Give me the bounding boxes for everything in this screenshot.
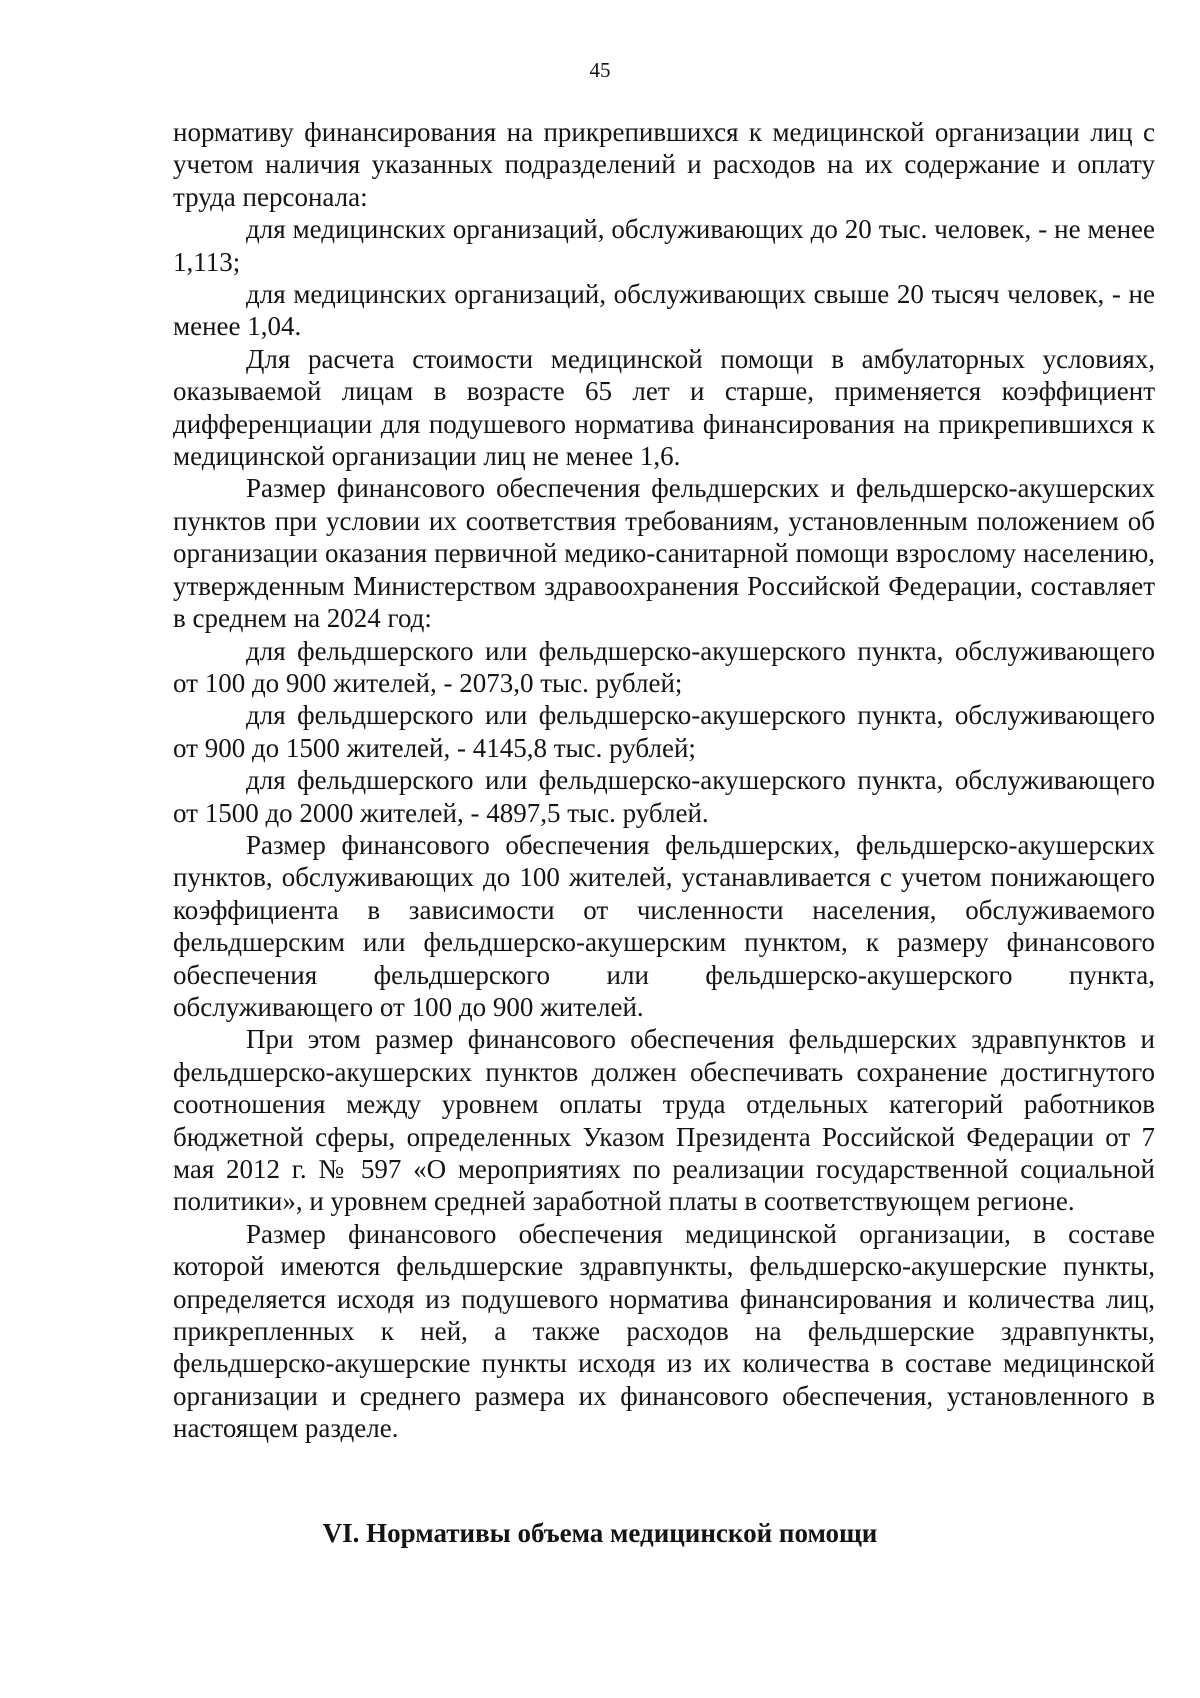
paragraph-salary-ratio: При этом размер финансового обеспечения фельдшерских здравпунктов и фельдшерско-акушерских пунктов должен обеспечивать сохранение достигнутого соотношения между уровнем оплаты труда отдельных категорий работников бюджетной сферы, определенных Указом Президента Российской Федерации от 7 мая 2012 г. № 597 «О мероприятиях по реализации государственной социальной политики», и уровнем средней заработной платы в соответствующем регионе.	[173, 1024, 1155, 1217]
paragraph-feldsher-funding-intro: Размер финансового обеспечения фельдшерских и фельдшерско-акушерских пунктов при условии их соответствия требованиям, установленным положением об организации оказания первичной медико-санитарной помощи взрослому населению, утвержденным Министерством здравоохранения Российской Федерации, составляет в среднем на 2024 год:	[173, 473, 1155, 634]
paragraph-funding-100-900: для фельдшерского или фельдшерско-акушерского пункта, обслуживающего от 100 до 900 жителей, - 2073,0 тыс. рублей;	[173, 635, 1155, 698]
paragraph-coefficient-65-plus: Для расчета стоимости медицинской помощи в амбулаторных условиях, оказываемой лицам в возрасте 65 лет и старше, применяется коэффициент дифференциации для подушевого норматива финансирования на прикрепившихся к медицинской организации лиц не менее 1,6.	[173, 343, 1155, 472]
paragraph-continuation: нормативу финансирования на прикрепившихся к медицинской организации лиц с учетом наличия указанных подразделений и расходов на их содержание и оплату труда персонала:	[173, 117, 1155, 212]
paragraph-organization-funding: Размер финансового обеспечения медицинской организации, в составе которой имеются фельдшерские здравпункты, фельдшерско-акушерские пункты, определяется исходя из подушевого норматива финансирования и количества лиц, прикрепленных к ней, а также расходов на фельдшерские здравпункты, фельдшерско-акушерские пункты исходя из их количества в составе медицинской организации и среднего размера их финансового обеспечения, установленного в настоящем разделе.	[173, 1218, 1155, 1444]
document-body	[173, 116, 1155, 1445]
paragraph-funding-900-1500: для фельдшерского или фельдшерско-акушерского пункта, обслуживающего от 900 до 1500 жителей, - 4145,8 тыс. рублей;	[173, 700, 1155, 763]
paragraph-coefficient-up-to-20k: для медицинских организаций, обслуживающих до 20 тыс. человек, - не менее 1,113;	[173, 214, 1155, 277]
paragraph-coefficient-over-20k: для медицинских организаций, обслуживающих свыше 20 тысяч человек, - не менее 1,04.	[173, 279, 1155, 342]
page-number: 45	[589, 58, 611, 82]
paragraph-funding-under-100: Размер финансового обеспечения фельдшерских, фельдшерско-акушерских пунктов, обслуживающих до 100 жителей, устанавливается с учетом понижающего коэффициента в зависимости от численности населения, обслуживаемого фельдшерским или фельдшерско-акушерским пунктом, к размеру финансового обеспечения фельдшерского или фельдшерско-акушерского пункта, обслуживающего от 100 до 900 жителей.	[173, 829, 1155, 1022]
section-heading: VI. Нормативы объема медицинской помощи	[322, 1518, 878, 1548]
paragraph-funding-1500-2000: для фельдшерского или фельдшерско-акушерского пункта, обслуживающего от 1500 до 2000 жителей, - 4897,5 тыс. рублей.	[173, 765, 1155, 828]
